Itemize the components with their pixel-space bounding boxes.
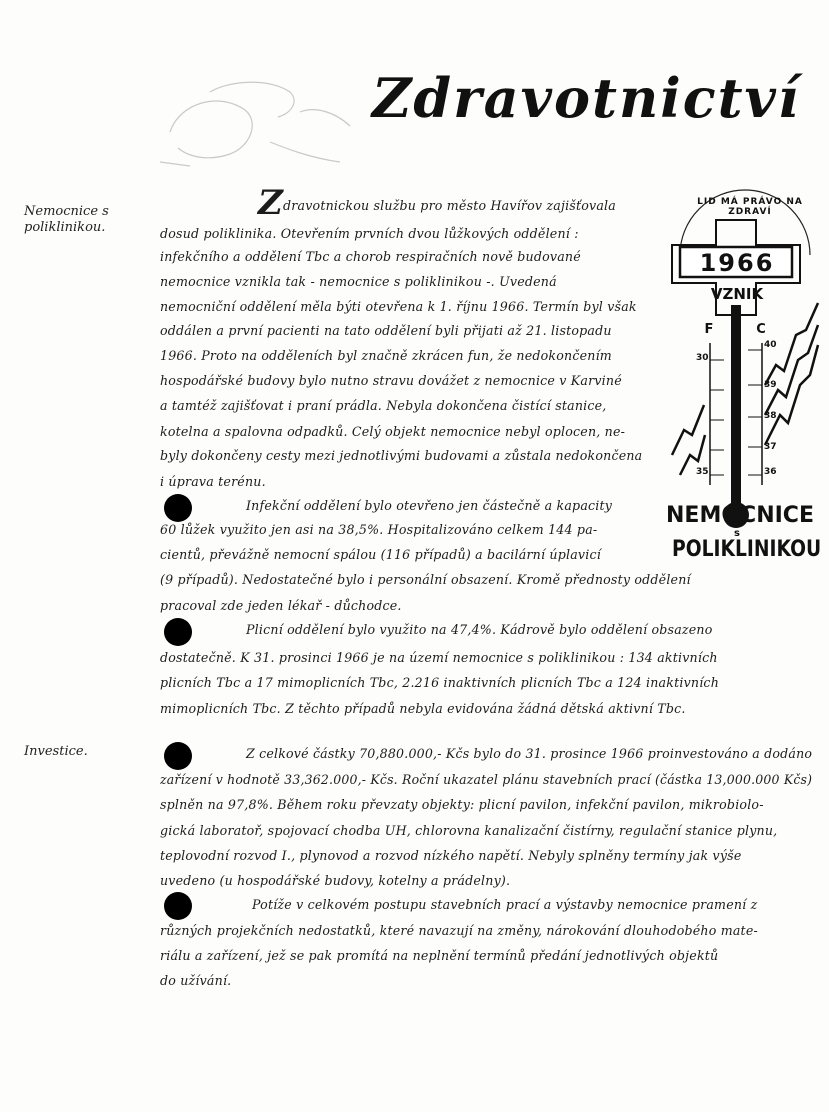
text-line: nemocniční oddělení měla býti otevřena k 1. říjnu 1966. Termín byl však bbox=[160, 299, 637, 314]
text-line: riálu a zařízení, jež se pak promítá na neplnění termínů předání jednotlivých objektů bbox=[160, 948, 719, 963]
scale-c-label: 40 bbox=[764, 340, 777, 350]
text-line: zařízení v hodnotě 33,362.000,- Kčs. Roční ukazatel plánu stavebních prací (částka 13,000.000 Kčs) bbox=[160, 772, 813, 787]
text-line: Plicní oddělení bylo využito na 47,4%. Kádrově bylo oddělení obsazeno bbox=[246, 622, 713, 637]
scale-c-label: 38 bbox=[764, 411, 777, 421]
scale-c-label: 37 bbox=[764, 442, 777, 452]
text-line: dosud poliklinika. Otevřením prvních dvou lůžkových oddělení : bbox=[160, 226, 579, 241]
scale-c-label: 36 bbox=[764, 467, 777, 477]
text-line: infekčního a oddělení Tbc a chorob respiračních nově budované bbox=[160, 249, 581, 264]
bullet-dot bbox=[164, 618, 192, 646]
margin-note-hospital: Nemocnice s poliklinikou. bbox=[24, 204, 109, 235]
text-line: gická laboratoř, spojovací chodba UH, chlorovna kanalizační čistírny, regulační stanice plynu, bbox=[160, 823, 778, 838]
text-line: kotelna a spalovna odpadků. Celý objekt nemocnice nebyl oplocen, ne- bbox=[160, 424, 626, 439]
text-line: nemocnice vznikla tak - nemocnice s poliklinikou -. Uvedená bbox=[160, 274, 557, 289]
text-line: dostatečně. K 31. prosinci 1966 je na území nemocnice s poliklinikou : 134 aktivních bbox=[160, 650, 718, 665]
emblem-year: 1966 bbox=[699, 249, 775, 277]
text-line: 1966. Proto na odděleních byl značně zkrácen fun, že nedokončením bbox=[160, 348, 612, 363]
text-line: plicních Tbc a 17 mimoplicních Tbc, 2.216 inaktivních plicních Tbc a 124 inaktivních bbox=[160, 675, 720, 690]
emblem-line-poliklinikou: POLIKLINIKOU bbox=[672, 537, 822, 562]
emblem-line-nemocnice: NEMOCNICE bbox=[666, 503, 814, 528]
text-line: i úprava terénu. bbox=[160, 474, 266, 489]
text-line: uvedeno (u hospodářské budovy, kotelny a prádelny). bbox=[160, 873, 511, 888]
bullet-dot bbox=[164, 494, 192, 522]
text-line: Z celkové částky 70,880.000,- Kčs bylo do 31. prosince 1966 proinvestováno a dodáno bbox=[246, 746, 813, 761]
text-line: různých projekčních nedostatků, které navazují na změny, nárokování dlouhodobého mate- bbox=[160, 923, 758, 938]
page-title: Zdravotnictví bbox=[372, 66, 801, 130]
text-line: do užívání. bbox=[160, 973, 232, 988]
text-line: (9 případů). Nedostatečné bylo i personální obsazení. Kromě přednosty oddělení bbox=[160, 572, 691, 587]
text-line: Infekční oddělení bylo otevřeno jen částečně a kapacity bbox=[246, 498, 613, 513]
text-line: oddálen a první pacienti na tato oddělení byli přijati až 21. listopadu bbox=[160, 323, 612, 338]
bullet-dot bbox=[164, 892, 192, 920]
scale-f-label: 30 bbox=[696, 353, 709, 363]
text-line: splněn na 97,8%. Během roku převzaty objekty: plicní pavilon, infekční pavilon, mikrobiolo- bbox=[160, 797, 764, 812]
text-line: Potíže v celkovém postupu stavebních prací a výstavby nemocnice pramení z bbox=[252, 897, 758, 912]
decorative-sketch bbox=[150, 62, 365, 174]
emblem-arc-text: LID MÁ PRÁVO NA ZDRAVÍ bbox=[697, 197, 803, 217]
emblem-celsius: C bbox=[756, 322, 766, 337]
text-line: mimoplicních Tbc. Z těchto případů nebyla evidována žádná dětská aktivní Tbc. bbox=[160, 701, 686, 716]
emblem-fahrenheit: F bbox=[704, 322, 714, 337]
drop-cap: Z bbox=[258, 183, 284, 223]
scale-c-label: 39 bbox=[764, 380, 777, 390]
text-line: teplovodní rozvod I., plynovod a rozvod nízkého napětí. Nebyly splněny termíny jak výše bbox=[160, 848, 742, 863]
text-line: cientů, převážně nemocní spálou (116 případů) a bacilární úplavicí bbox=[160, 547, 601, 562]
bullet-dot bbox=[164, 742, 192, 770]
text-line: a tamtéž zajišťovat i praní prádla. Nebyla dokončena čistící stanice, bbox=[160, 398, 607, 413]
text-line: byly dokončeny cesty mezi jednotlivými budovami a zůstala nedokončena bbox=[160, 448, 643, 463]
text-line: 60 lůžek využito jen asi na 38,5%. Hospitalizováno celkem 144 pa- bbox=[160, 522, 598, 537]
margin-note-investments: Investice. bbox=[24, 744, 88, 759]
text-line: Zdravotnickou službu pro město Havířov zajišťovala bbox=[258, 183, 616, 223]
scale-f-label: 35 bbox=[696, 467, 709, 477]
emblem-line-s: s bbox=[734, 528, 740, 539]
text-line: pracoval zde jeden lékař - důchodce. bbox=[160, 598, 402, 613]
text-line: hospodářské budovy bylo nutno stravu dovážet z nemocnice v Karviné bbox=[160, 373, 622, 388]
emblem-vznik: VZNIK bbox=[710, 285, 764, 303]
hospital-emblem bbox=[660, 185, 820, 580]
